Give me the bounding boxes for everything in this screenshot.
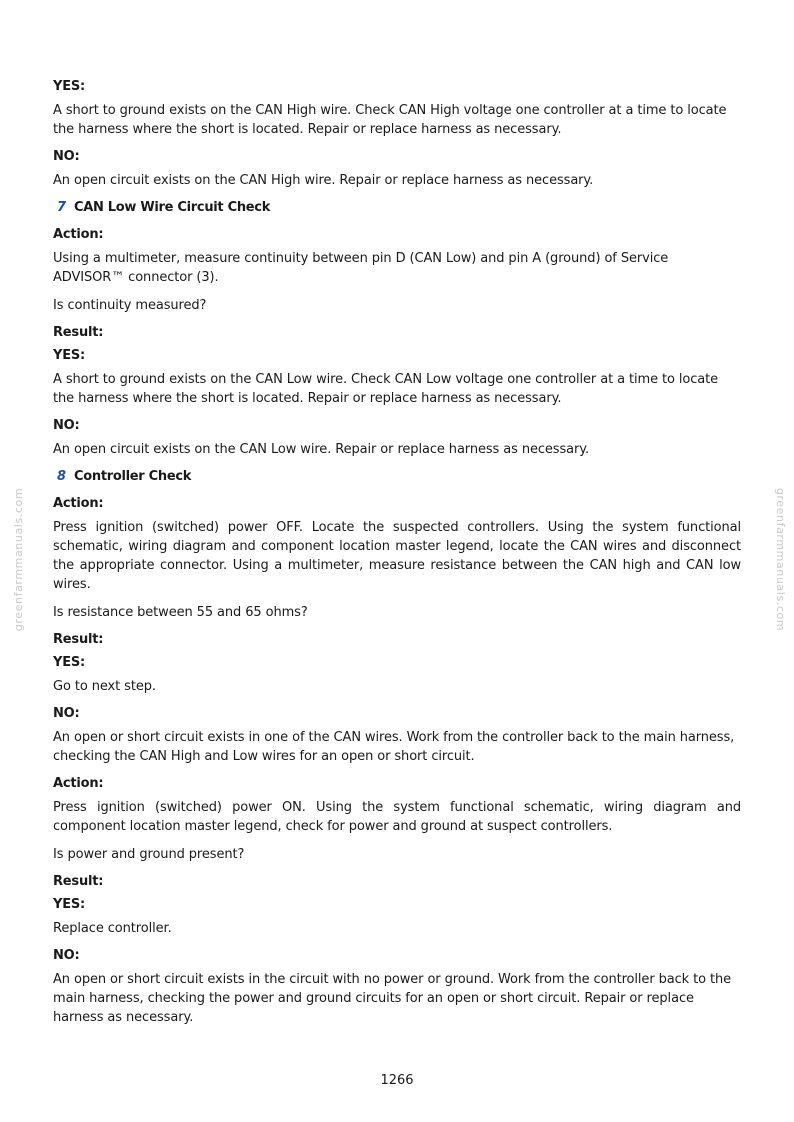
action-text: Using a multimeter, measure continuity between pin D (CAN Low) and pin A (ground) of Service ADVISOR™ connector (3). [53, 251, 669, 285]
watermark-right: greenfarmmanuals.com [774, 487, 788, 632]
action-text: Press ignition (switched) power OFF. Locate the suspected controllers. Using the system functional schematic, wiring diagram and component location master legend, locate the CAN wires and disconnect the appropriate connector. Using a multimeter, measure resistance between the CAN high and CAN low wires. [53, 520, 741, 592]
no-label: NO: [53, 418, 80, 433]
action-text: Press ignition (switched) power ON. Using the system functional schematic, wiring diagram and component location master legend, check for power and ground at suspect controllers. [53, 800, 741, 834]
yes-text: A short to ground exists on the CAN Low wire. Check CAN Low voltage one controller at a time to locate the harness where the short is located. Repair or replace harness as necessary. [53, 372, 719, 406]
no-text: An open or short circuit exists in the circuit with no power or ground. Work from the controller back to the main harness, checking the power and ground circuits for an open or short circuit. Repair or replace harness as necessary. [53, 972, 732, 1025]
yes-label: YES: [53, 79, 86, 94]
result-label: Result: [53, 325, 104, 340]
page-number: 1266 [380, 1073, 414, 1088]
step-8-heading [57, 468, 741, 486]
question-text: Is continuity measured? [53, 298, 207, 313]
no-text: An open or short circuit exists in one of the CAN wires. Work from the controller back to the main harness, checking the CAN High and Low wires for an open or short circuit. [53, 730, 735, 764]
step-8-number: 8 [57, 469, 66, 484]
no-label: NO: [53, 948, 80, 963]
yes-label: YES: [53, 348, 86, 363]
no-text: An open circuit exists on the CAN Low wire. Repair or replace harness as necessary. [53, 442, 590, 457]
yes-label: YES: [53, 655, 86, 670]
no-label: NO: [53, 149, 80, 164]
yes-label: YES: [53, 897, 86, 912]
step-7-number: 7 [57, 200, 66, 215]
step-7-title: CAN Low Wire Circuit Check [74, 200, 271, 215]
step-8-title: Controller Check [74, 469, 192, 484]
action-label: Action: [53, 227, 104, 242]
result-label: Result: [53, 874, 104, 889]
page-content [53, 78, 741, 1036]
question-text: Is resistance between 55 and 65 ohms? [53, 605, 308, 620]
yes-text: Replace controller. [53, 921, 172, 936]
step-7-heading [57, 199, 741, 217]
watermark-left: greenfarmmanuals.com [12, 487, 26, 632]
result-label: Result: [53, 632, 104, 647]
question-text: Is power and ground present? [53, 847, 245, 862]
action-label: Action: [53, 776, 104, 791]
no-label: NO: [53, 706, 80, 721]
yes-text: A short to ground exists on the CAN High wire. Check CAN High voltage one controller at a time to locate the harness where the short is located. Repair or replace harness as necessary. [53, 103, 727, 137]
no-text: An open circuit exists on the CAN High wire. Repair or replace harness as necessary. [53, 173, 594, 188]
yes-text: Go to next step. [53, 679, 156, 694]
action-label: Action: [53, 496, 104, 511]
